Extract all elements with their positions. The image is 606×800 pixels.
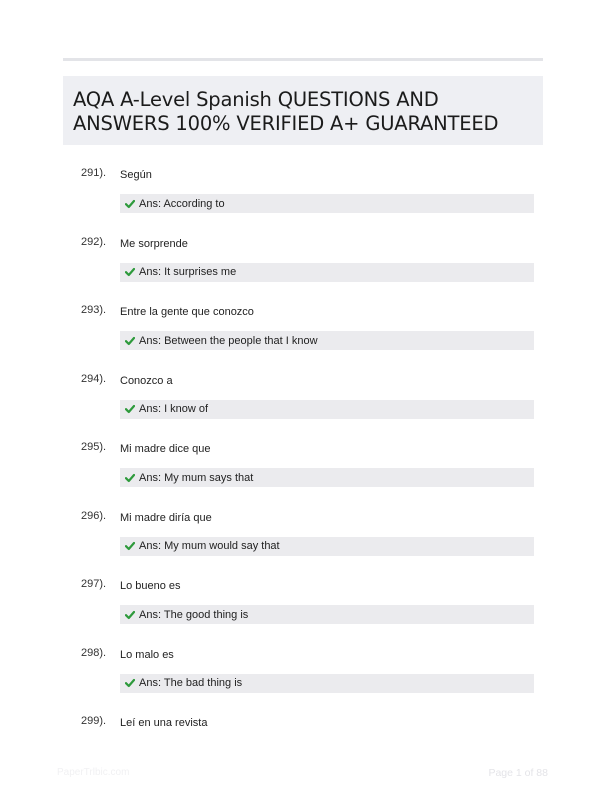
answer-text: Ans: The good thing is <box>139 608 249 621</box>
question-number: 298). <box>81 646 107 659</box>
question-text: Lo bueno es <box>120 580 181 592</box>
qa-item <box>0 510 606 579</box>
question-text: Me sorprende <box>120 237 188 250</box>
answer-text: Ans: Between the people that I know <box>139 334 318 347</box>
check-icon <box>125 610 135 620</box>
answer-box <box>120 331 534 350</box>
qa-item <box>0 236 606 305</box>
answer-box <box>120 605 534 624</box>
answer-text: Ans: The bad thing is <box>139 677 243 689</box>
check-icon <box>125 541 135 551</box>
question-number: 294). <box>81 372 107 385</box>
answer-box <box>120 537 534 556</box>
question-number: 291). <box>81 167 107 179</box>
qa-list <box>0 167 606 784</box>
qa-item <box>0 304 606 373</box>
check-icon <box>125 473 135 483</box>
answer-text: Ans: I know of <box>139 403 209 415</box>
qa-item <box>0 647 606 716</box>
answer-box <box>120 263 534 282</box>
question-text: Entre la gente que conozco <box>120 306 254 318</box>
qa-item <box>0 373 606 442</box>
question-text: Leí en una revista <box>120 717 208 729</box>
answer-text: Ans: According to <box>139 197 225 210</box>
qa-item <box>0 441 606 510</box>
check-icon <box>125 199 135 209</box>
answer-box <box>120 400 534 419</box>
question-number: 292). <box>81 235 107 248</box>
top-rule <box>63 58 543 61</box>
answer-text: Ans: My mum says that <box>139 471 254 484</box>
question-text: Según <box>120 169 152 181</box>
question-number: 297). <box>81 578 107 590</box>
question-number: 296). <box>81 509 107 522</box>
answer-text: Ans: My mum would say that <box>139 540 280 552</box>
title-box <box>63 76 543 145</box>
check-icon <box>125 404 135 414</box>
question-text: Mi madre diría que <box>120 511 212 524</box>
answer-box <box>120 194 534 213</box>
document-title: AQA A-Level Spanish QUESTIONS AND ANSWERS 100% VERIFIED A+ GUARANTEED <box>73 88 499 135</box>
check-icon <box>125 267 135 277</box>
question-number: 293). <box>81 304 107 316</box>
check-icon <box>125 678 135 688</box>
question-text: Mi madre dice que <box>120 443 211 455</box>
question-text: Lo malo es <box>120 648 174 661</box>
question-number: 299). <box>81 715 107 727</box>
footer-watermark: PaperTrlbic.com <box>57 767 130 778</box>
answer-box <box>120 674 534 693</box>
answer-box <box>120 468 534 487</box>
page-number: Page 1 of 88 <box>488 767 548 779</box>
answer-text: Ans: It surprises me <box>139 266 237 278</box>
check-icon <box>125 336 135 346</box>
qa-item <box>0 578 606 647</box>
question-text: Conozco a <box>120 374 173 387</box>
question-number: 295). <box>81 441 107 453</box>
qa-item <box>0 167 606 236</box>
